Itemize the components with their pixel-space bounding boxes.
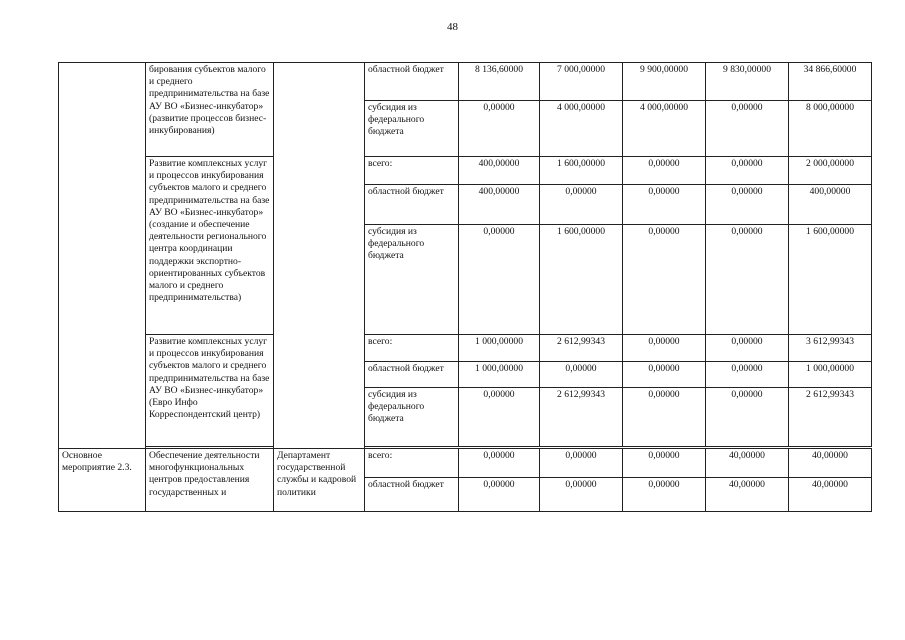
value-cell: 0,00000	[623, 185, 706, 225]
value-cell: 0,00000	[540, 449, 623, 478]
value-cell: 40,00000	[789, 478, 872, 512]
table-row	[59, 449, 872, 478]
value-cell: 400,00000	[459, 157, 540, 185]
value-cell: 4 000,00000	[623, 101, 706, 157]
measure-name-cell: бирования субъектов малого и среднего предпринимательства на базе АУ ВО «Бизнес-инкубатор» (развитие процессов бизнес-инкубирования)	[146, 63, 274, 157]
value-cell: 0,00000	[623, 388, 706, 447]
code-cell: Основное мероприятие 2.3.	[59, 449, 146, 512]
value-cell: 0,00000	[540, 478, 623, 512]
funding-source-cell: областной бюджет	[365, 362, 459, 388]
value-cell: 40,00000	[789, 449, 872, 478]
page-number: 48	[447, 21, 458, 33]
measure-name-cell: Развитие комплексных услуг и процессов инкубирования субъектов малого и среднего предпринимательства на базе АУ ВО «Бизнес-инкубатор» (создание и обеспечение деятельности регионального центра координации поддержки экспортно-ориентированных субъектов малого и среднего предпринимательства)	[146, 157, 274, 335]
executor-cell: Департамент государственной службы и кадровой политики	[274, 449, 365, 512]
value-cell: 0,00000	[459, 225, 540, 335]
value-cell: 2 612,99343	[540, 388, 623, 447]
measure-name-cell: Развитие комплексных услуг и процессов инкубирования субъектов малого и среднего предпринимательства на базе АУ ВО «Бизнес-инкубатор» (Евро Инфо Корреспондентский центр)	[146, 335, 274, 447]
table-row	[59, 63, 872, 101]
value-cell: 0,00000	[706, 335, 789, 362]
table-row	[59, 335, 872, 362]
funding-source-cell: областной бюджет	[365, 63, 459, 101]
executor-cell	[274, 63, 365, 449]
value-cell: 0,00000	[706, 185, 789, 225]
value-cell: 3 612,99343	[789, 335, 872, 362]
value-cell: 400,00000	[789, 185, 872, 225]
value-cell: 9 900,00000	[623, 63, 706, 101]
value-cell: 0,00000	[623, 335, 706, 362]
value-cell: 0,00000	[540, 185, 623, 225]
value-cell: 0,00000	[623, 225, 706, 335]
value-cell: 0,00000	[706, 101, 789, 157]
value-cell: 0,00000	[706, 157, 789, 185]
value-cell: 1 000,00000	[789, 362, 872, 388]
value-cell: 40,00000	[706, 478, 789, 512]
value-cell: 0,00000	[459, 388, 540, 447]
value-cell: 8 136,60000	[459, 63, 540, 101]
value-cell: 0,00000	[623, 449, 706, 478]
value-cell: 1 600,00000	[540, 225, 623, 335]
value-cell: 2 612,99343	[789, 388, 872, 447]
funding-source-cell: всего:	[365, 335, 459, 362]
funding-source-cell: областной бюджет	[365, 478, 459, 512]
code-cell	[59, 63, 146, 449]
measure-name-cell: Обеспечение деятельности многофункциональных центров предоставления государственных и	[146, 449, 274, 512]
value-cell: 0,00000	[623, 157, 706, 185]
funding-source-cell: субсидия из федерального бюджета	[365, 225, 459, 335]
value-cell: 0,00000	[623, 478, 706, 512]
funding-source-cell: всего:	[365, 157, 459, 185]
value-cell: 0,00000	[459, 101, 540, 157]
funding-source-cell: областной бюджет	[365, 185, 459, 225]
value-cell: 7 000,00000	[540, 63, 623, 101]
value-cell: 8 000,00000	[789, 101, 872, 157]
value-cell: 1 600,00000	[540, 157, 623, 185]
value-cell: 2 000,00000	[789, 157, 872, 185]
value-cell: 0,00000	[623, 362, 706, 388]
value-cell: 1 000,00000	[459, 362, 540, 388]
value-cell: 9 830,00000	[706, 63, 789, 101]
value-cell: 0,00000	[706, 362, 789, 388]
value-cell: 0,00000	[540, 362, 623, 388]
value-cell: 0,00000	[459, 478, 540, 512]
value-cell: 0,00000	[459, 449, 540, 478]
value-cell: 400,00000	[459, 185, 540, 225]
value-cell: 1 600,00000	[789, 225, 872, 335]
funding-source-cell: всего:	[365, 449, 459, 478]
value-cell: 0,00000	[706, 225, 789, 335]
value-cell: 2 612,99343	[540, 335, 623, 362]
value-cell: 1 000,00000	[459, 335, 540, 362]
budget-table	[58, 62, 872, 512]
value-cell: 4 000,00000	[540, 101, 623, 157]
value-cell: 34 866,60000	[789, 63, 872, 101]
table-row	[59, 157, 872, 185]
value-cell: 0,00000	[706, 388, 789, 447]
funding-source-cell: субсидия из федерального бюджета	[365, 101, 459, 157]
value-cell: 40,00000	[706, 449, 789, 478]
funding-source-cell: субсидия из федерального бюджета	[365, 388, 459, 447]
